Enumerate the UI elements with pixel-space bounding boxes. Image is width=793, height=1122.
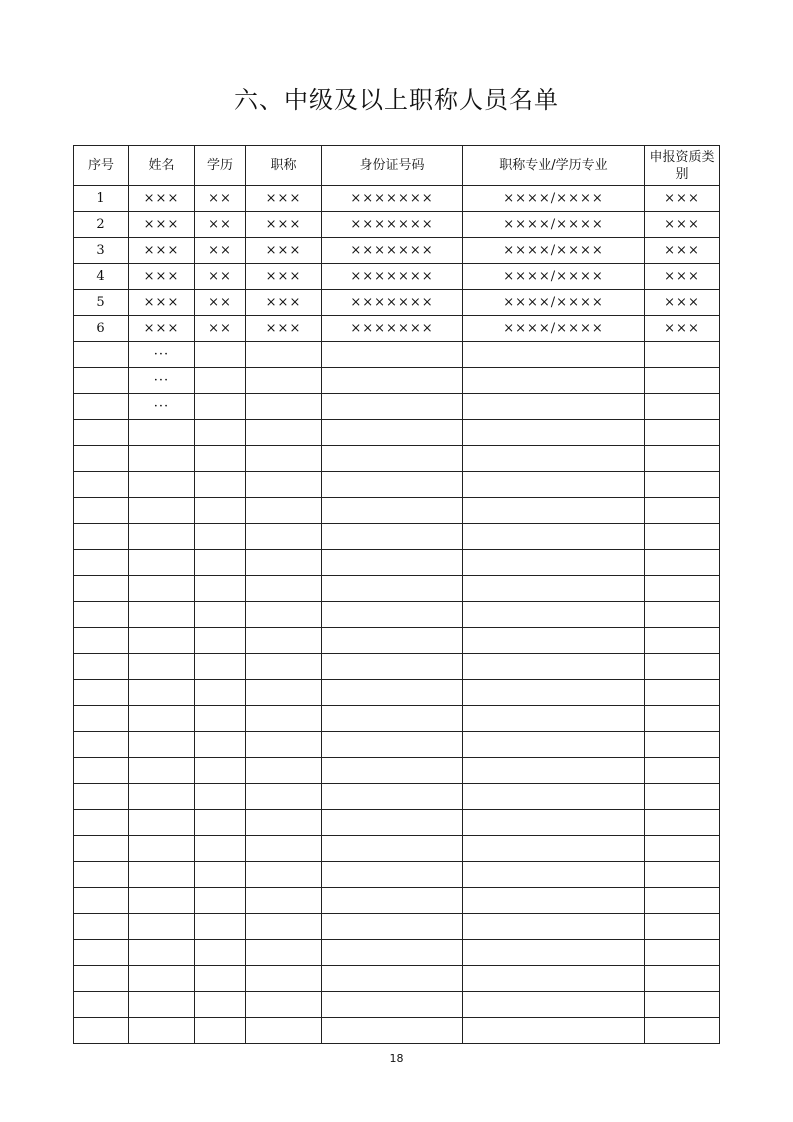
- table-cell-col-education: [195, 862, 246, 888]
- table-cell-col-qualification: [645, 654, 720, 680]
- table-cell-col-name: [129, 706, 195, 732]
- table-cell-col-major: ××××/××××: [463, 290, 645, 316]
- table-cell-col-name: ×××: [129, 290, 195, 316]
- table-cell-col-id-number: [322, 940, 463, 966]
- table-cell-col-education: [195, 654, 246, 680]
- table-cell-col-index: [74, 368, 129, 394]
- table-cell-col-title: [246, 446, 322, 472]
- table-cell-col-title: [246, 914, 322, 940]
- table-row: [74, 498, 720, 524]
- table-cell-col-major: [463, 420, 645, 446]
- table-cell-col-index: 2: [74, 212, 129, 238]
- table-cell-col-id-number: [322, 342, 463, 368]
- table-cell-col-name: [129, 420, 195, 446]
- table-cell-col-title: ×××: [246, 238, 322, 264]
- table-cell-col-title: [246, 810, 322, 836]
- table-cell-col-qualification: [645, 498, 720, 524]
- table-cell-col-qualification: ×××: [645, 290, 720, 316]
- table-row: [74, 628, 720, 654]
- table-cell-col-id-number: ×××××××: [322, 316, 463, 342]
- table-cell-col-name: ×××: [129, 212, 195, 238]
- table-cell-col-id-number: ×××××××: [322, 186, 463, 212]
- table-cell-col-name: ···: [129, 342, 195, 368]
- table-cell-col-name: [129, 654, 195, 680]
- table-cell-col-name: [129, 966, 195, 992]
- table-cell-col-education: ××: [195, 290, 246, 316]
- table-cell-col-title: [246, 732, 322, 758]
- table-cell-col-name: ×××: [129, 186, 195, 212]
- table-row: [74, 420, 720, 446]
- table-cell-col-id-number: [322, 888, 463, 914]
- table-row: [74, 316, 720, 342]
- table-cell-col-index: [74, 420, 129, 446]
- table-cell-col-id-number: [322, 914, 463, 940]
- table-cell-col-id-number: [322, 576, 463, 602]
- table-cell-col-qualification: [645, 758, 720, 784]
- table-cell-col-index: [74, 550, 129, 576]
- table-cell-col-title: [246, 706, 322, 732]
- table-cell-col-title: ×××: [246, 212, 322, 238]
- table-cell-col-index: [74, 810, 129, 836]
- table-cell-col-qualification: [645, 940, 720, 966]
- table-cell-col-name: ×××: [129, 264, 195, 290]
- table-cell-col-education: [195, 472, 246, 498]
- table-cell-col-qualification: [645, 732, 720, 758]
- table-cell-col-id-number: [322, 472, 463, 498]
- table-cell-col-education: [195, 1018, 246, 1044]
- table-row: [74, 654, 720, 680]
- personnel-table: [73, 145, 720, 1044]
- table-cell-col-id-number: [322, 992, 463, 1018]
- table-cell-col-index: 1: [74, 186, 129, 212]
- table-cell-col-major: ××××/××××: [463, 186, 645, 212]
- table-cell-col-name: [129, 628, 195, 654]
- table-cell-col-education: ××: [195, 212, 246, 238]
- table-cell-col-qualification: ×××: [645, 264, 720, 290]
- table-cell-col-education: ××: [195, 316, 246, 342]
- table-cell-col-qualification: [645, 472, 720, 498]
- table-cell-col-education: [195, 680, 246, 706]
- table-cell-col-major: [463, 888, 645, 914]
- table-cell-col-name: [129, 576, 195, 602]
- table-cell-col-major: [463, 862, 645, 888]
- table-cell-col-education: [195, 914, 246, 940]
- table-cell-col-index: [74, 602, 129, 628]
- table-cell-col-major: [463, 680, 645, 706]
- table-cell-col-major: [463, 784, 645, 810]
- table-cell-col-index: [74, 394, 129, 420]
- table-cell-col-title: [246, 524, 322, 550]
- table-row: [74, 680, 720, 706]
- table-cell-col-name: [129, 836, 195, 862]
- table-cell-col-name: [129, 472, 195, 498]
- table-cell-col-education: [195, 732, 246, 758]
- table-cell-col-name: [129, 446, 195, 472]
- table-cell-col-index: [74, 680, 129, 706]
- table-cell-col-id-number: [322, 680, 463, 706]
- table-cell-col-education: [195, 758, 246, 784]
- table-row: [74, 238, 720, 264]
- table-cell-col-major: [463, 550, 645, 576]
- table-cell-col-id-number: [322, 420, 463, 446]
- header-col-name: 姓名: [129, 146, 195, 186]
- table-cell-col-education: [195, 992, 246, 1018]
- table-cell-col-qualification: [645, 602, 720, 628]
- table-row: [74, 888, 720, 914]
- table-cell-col-education: ××: [195, 186, 246, 212]
- table-cell-col-index: [74, 914, 129, 940]
- table-body: [74, 186, 720, 1044]
- table-cell-col-major: [463, 914, 645, 940]
- table-cell-col-major: [463, 836, 645, 862]
- header-col-education: 学历: [195, 146, 246, 186]
- table-cell-col-title: [246, 576, 322, 602]
- table-cell-col-qualification: [645, 992, 720, 1018]
- table-cell-col-education: [195, 368, 246, 394]
- table-cell-col-education: [195, 940, 246, 966]
- table-cell-col-title: [246, 966, 322, 992]
- table-row: [74, 862, 720, 888]
- table-cell-col-index: [74, 758, 129, 784]
- table-cell-col-qualification: ×××: [645, 212, 720, 238]
- table-row: [74, 446, 720, 472]
- table-cell-col-major: [463, 810, 645, 836]
- table-cell-col-title: ×××: [246, 264, 322, 290]
- table-cell-col-qualification: [645, 420, 720, 446]
- table-cell-col-index: [74, 576, 129, 602]
- table-cell-col-id-number: [322, 602, 463, 628]
- table-cell-col-qualification: [645, 888, 720, 914]
- table-row: [74, 524, 720, 550]
- table-cell-col-title: [246, 472, 322, 498]
- table-cell-col-index: [74, 966, 129, 992]
- table-cell-col-index: [74, 706, 129, 732]
- table-cell-col-name: [129, 758, 195, 784]
- table-cell-col-index: [74, 862, 129, 888]
- table-cell-col-index: [74, 888, 129, 914]
- table-cell-col-title: [246, 940, 322, 966]
- table-cell-col-index: [74, 498, 129, 524]
- table-cell-col-title: [246, 420, 322, 446]
- table-row: [74, 758, 720, 784]
- table-cell-col-qualification: [645, 966, 720, 992]
- header-col-title: 职称: [246, 146, 322, 186]
- table-cell-col-id-number: [322, 732, 463, 758]
- table-row: [74, 966, 720, 992]
- table-cell-col-index: 5: [74, 290, 129, 316]
- header-col-major: 职称专业/学历专业: [463, 146, 645, 186]
- table-cell-col-id-number: [322, 836, 463, 862]
- table-cell-col-index: [74, 836, 129, 862]
- table-cell-col-id-number: ×××××××: [322, 290, 463, 316]
- table-cell-col-index: [74, 524, 129, 550]
- table-cell-col-index: [74, 1018, 129, 1044]
- table-cell-col-name: [129, 602, 195, 628]
- header-col-index: 序号: [74, 146, 129, 186]
- table-cell-col-name: [129, 992, 195, 1018]
- header-col-qualification: 申报资质类别: [645, 146, 720, 186]
- table-cell-col-education: [195, 888, 246, 914]
- table-cell-col-education: ××: [195, 238, 246, 264]
- table-cell-col-title: [246, 888, 322, 914]
- table-cell-col-qualification: [645, 628, 720, 654]
- table-cell-col-qualification: [645, 810, 720, 836]
- table-cell-col-title: [246, 1018, 322, 1044]
- table-cell-col-education: ××: [195, 264, 246, 290]
- table-cell-col-major: [463, 394, 645, 420]
- table-cell-col-qualification: [645, 1018, 720, 1044]
- table-cell-col-qualification: [645, 862, 720, 888]
- table-cell-col-education: [195, 446, 246, 472]
- header-col-id-number: 身份证号码: [322, 146, 463, 186]
- table-cell-col-education: [195, 836, 246, 862]
- table-cell-col-major: [463, 940, 645, 966]
- table-cell-col-qualification: [645, 368, 720, 394]
- table-cell-col-index: [74, 732, 129, 758]
- table-cell-col-index: [74, 784, 129, 810]
- table-cell-col-title: [246, 550, 322, 576]
- table-cell-col-name: ···: [129, 368, 195, 394]
- table-cell-col-major: [463, 342, 645, 368]
- table-cell-col-id-number: [322, 784, 463, 810]
- table-cell-col-title: ×××: [246, 316, 322, 342]
- table-cell-col-id-number: [322, 654, 463, 680]
- table-row: [74, 550, 720, 576]
- table-cell-col-qualification: [645, 914, 720, 940]
- table-cell-col-id-number: [322, 758, 463, 784]
- table-cell-col-title: [246, 602, 322, 628]
- table-cell-col-education: [195, 342, 246, 368]
- table-cell-col-education: [195, 602, 246, 628]
- table-cell-col-qualification: [645, 342, 720, 368]
- table-cell-col-education: [195, 394, 246, 420]
- table-cell-col-title: [246, 498, 322, 524]
- table-row: [74, 290, 720, 316]
- table-cell-col-title: [246, 680, 322, 706]
- table-cell-col-id-number: [322, 966, 463, 992]
- table-cell-col-qualification: ×××: [645, 186, 720, 212]
- table-cell-col-title: [246, 758, 322, 784]
- table-row: [74, 810, 720, 836]
- table-cell-col-index: 4: [74, 264, 129, 290]
- table-row: [74, 940, 720, 966]
- table-cell-col-major: [463, 992, 645, 1018]
- table-cell-col-title: [246, 784, 322, 810]
- table-cell-col-title: [246, 862, 322, 888]
- table-cell-col-name: ···: [129, 394, 195, 420]
- table-cell-col-qualification: [645, 446, 720, 472]
- table-cell-col-index: [74, 342, 129, 368]
- table-cell-col-index: [74, 654, 129, 680]
- table-cell-col-name: [129, 810, 195, 836]
- table-cell-col-qualification: [645, 784, 720, 810]
- table-cell-col-major: [463, 706, 645, 732]
- table-cell-col-major: [463, 758, 645, 784]
- table-cell-col-education: [195, 420, 246, 446]
- table-cell-col-qualification: [645, 836, 720, 862]
- table-cell-col-id-number: [322, 524, 463, 550]
- table-cell-col-major: ××××/××××: [463, 212, 645, 238]
- table-row: [74, 706, 720, 732]
- table-cell-col-id-number: [322, 862, 463, 888]
- table-cell-col-education: [195, 784, 246, 810]
- table-cell-col-id-number: [322, 368, 463, 394]
- table-row: [74, 186, 720, 212]
- table-row: [74, 264, 720, 290]
- table-cell-col-index: 6: [74, 316, 129, 342]
- table-cell-col-name: [129, 888, 195, 914]
- table-cell-col-education: [195, 706, 246, 732]
- table-row: [74, 472, 720, 498]
- table-cell-col-qualification: [645, 576, 720, 602]
- table-cell-col-qualification: ×××: [645, 316, 720, 342]
- table-cell-col-qualification: [645, 550, 720, 576]
- table-cell-col-education: [195, 498, 246, 524]
- table-cell-col-major: ××××/××××: [463, 264, 645, 290]
- table-cell-col-major: [463, 368, 645, 394]
- table-cell-col-name: [129, 1018, 195, 1044]
- table-cell-col-major: ××××/××××: [463, 238, 645, 264]
- table-cell-col-major: [463, 472, 645, 498]
- table-header-row: [74, 146, 720, 186]
- table-cell-col-major: [463, 628, 645, 654]
- table-cell-col-id-number: [322, 1018, 463, 1044]
- table-cell-col-qualification: ×××: [645, 238, 720, 264]
- table-cell-col-title: [246, 342, 322, 368]
- table-row: [74, 1018, 720, 1044]
- table-cell-col-education: [195, 628, 246, 654]
- table-cell-col-qualification: [645, 680, 720, 706]
- table-cell-col-major: [463, 498, 645, 524]
- table-row: [74, 576, 720, 602]
- table-cell-col-major: [463, 654, 645, 680]
- table-cell-col-index: [74, 992, 129, 1018]
- table-cell-col-major: [463, 966, 645, 992]
- table-cell-col-id-number: [322, 394, 463, 420]
- table-cell-col-id-number: ×××××××: [322, 264, 463, 290]
- table-cell-col-education: [195, 550, 246, 576]
- table-cell-col-id-number: [322, 810, 463, 836]
- table-cell-col-name: [129, 498, 195, 524]
- table-cell-col-major: [463, 732, 645, 758]
- table-cell-col-major: [463, 446, 645, 472]
- table-cell-col-education: [195, 966, 246, 992]
- table-cell-col-education: [195, 524, 246, 550]
- table-row: [74, 914, 720, 940]
- table-row: [74, 602, 720, 628]
- table-cell-col-name: [129, 680, 195, 706]
- table-cell-col-qualification: [645, 394, 720, 420]
- table-cell-col-name: [129, 550, 195, 576]
- table-cell-col-id-number: [322, 628, 463, 654]
- table-cell-col-index: [74, 628, 129, 654]
- page-number: 18: [389, 1052, 404, 1065]
- table-cell-col-name: [129, 784, 195, 810]
- table-cell-col-major: ××××/××××: [463, 316, 645, 342]
- table-row: [74, 368, 720, 394]
- table-row: [74, 394, 720, 420]
- table-cell-col-title: ×××: [246, 290, 322, 316]
- table-cell-col-id-number: [322, 446, 463, 472]
- table-row: [74, 836, 720, 862]
- table-cell-col-index: [74, 940, 129, 966]
- table-cell-col-major: [463, 576, 645, 602]
- table-cell-col-id-number: [322, 498, 463, 524]
- table-cell-col-name: [129, 914, 195, 940]
- table-cell-col-title: [246, 992, 322, 1018]
- table-row: [74, 342, 720, 368]
- table-cell-col-name: [129, 862, 195, 888]
- table-cell-col-name: [129, 940, 195, 966]
- table-row: [74, 212, 720, 238]
- table-cell-col-index: [74, 446, 129, 472]
- table-cell-col-qualification: [645, 706, 720, 732]
- table-cell-col-major: [463, 524, 645, 550]
- table-cell-col-title: [246, 836, 322, 862]
- table-cell-col-title: [246, 628, 322, 654]
- table-cell-col-major: [463, 602, 645, 628]
- table-cell-col-qualification: [645, 524, 720, 550]
- table-row: [74, 784, 720, 810]
- table-cell-col-id-number: [322, 706, 463, 732]
- table-cell-col-name: [129, 732, 195, 758]
- table-cell-col-education: [195, 576, 246, 602]
- table-cell-col-name: [129, 524, 195, 550]
- table-cell-col-title: ×××: [246, 186, 322, 212]
- table-cell-col-id-number: [322, 550, 463, 576]
- table-cell-col-name: ×××: [129, 316, 195, 342]
- table-cell-col-index: 3: [74, 238, 129, 264]
- table-cell-col-title: [246, 654, 322, 680]
- table-cell-col-major: [463, 1018, 645, 1044]
- table-cell-col-title: [246, 368, 322, 394]
- table-cell-col-id-number: ×××××××: [322, 238, 463, 264]
- table-cell-col-name: ×××: [129, 238, 195, 264]
- table-cell-col-index: [74, 472, 129, 498]
- table-row: [74, 992, 720, 1018]
- table-cell-col-id-number: ×××××××: [322, 212, 463, 238]
- page-title: 六、中级及以上职称人员名单: [234, 86, 559, 114]
- table-row: [74, 732, 720, 758]
- table-cell-col-education: [195, 810, 246, 836]
- table-cell-col-title: [246, 394, 322, 420]
